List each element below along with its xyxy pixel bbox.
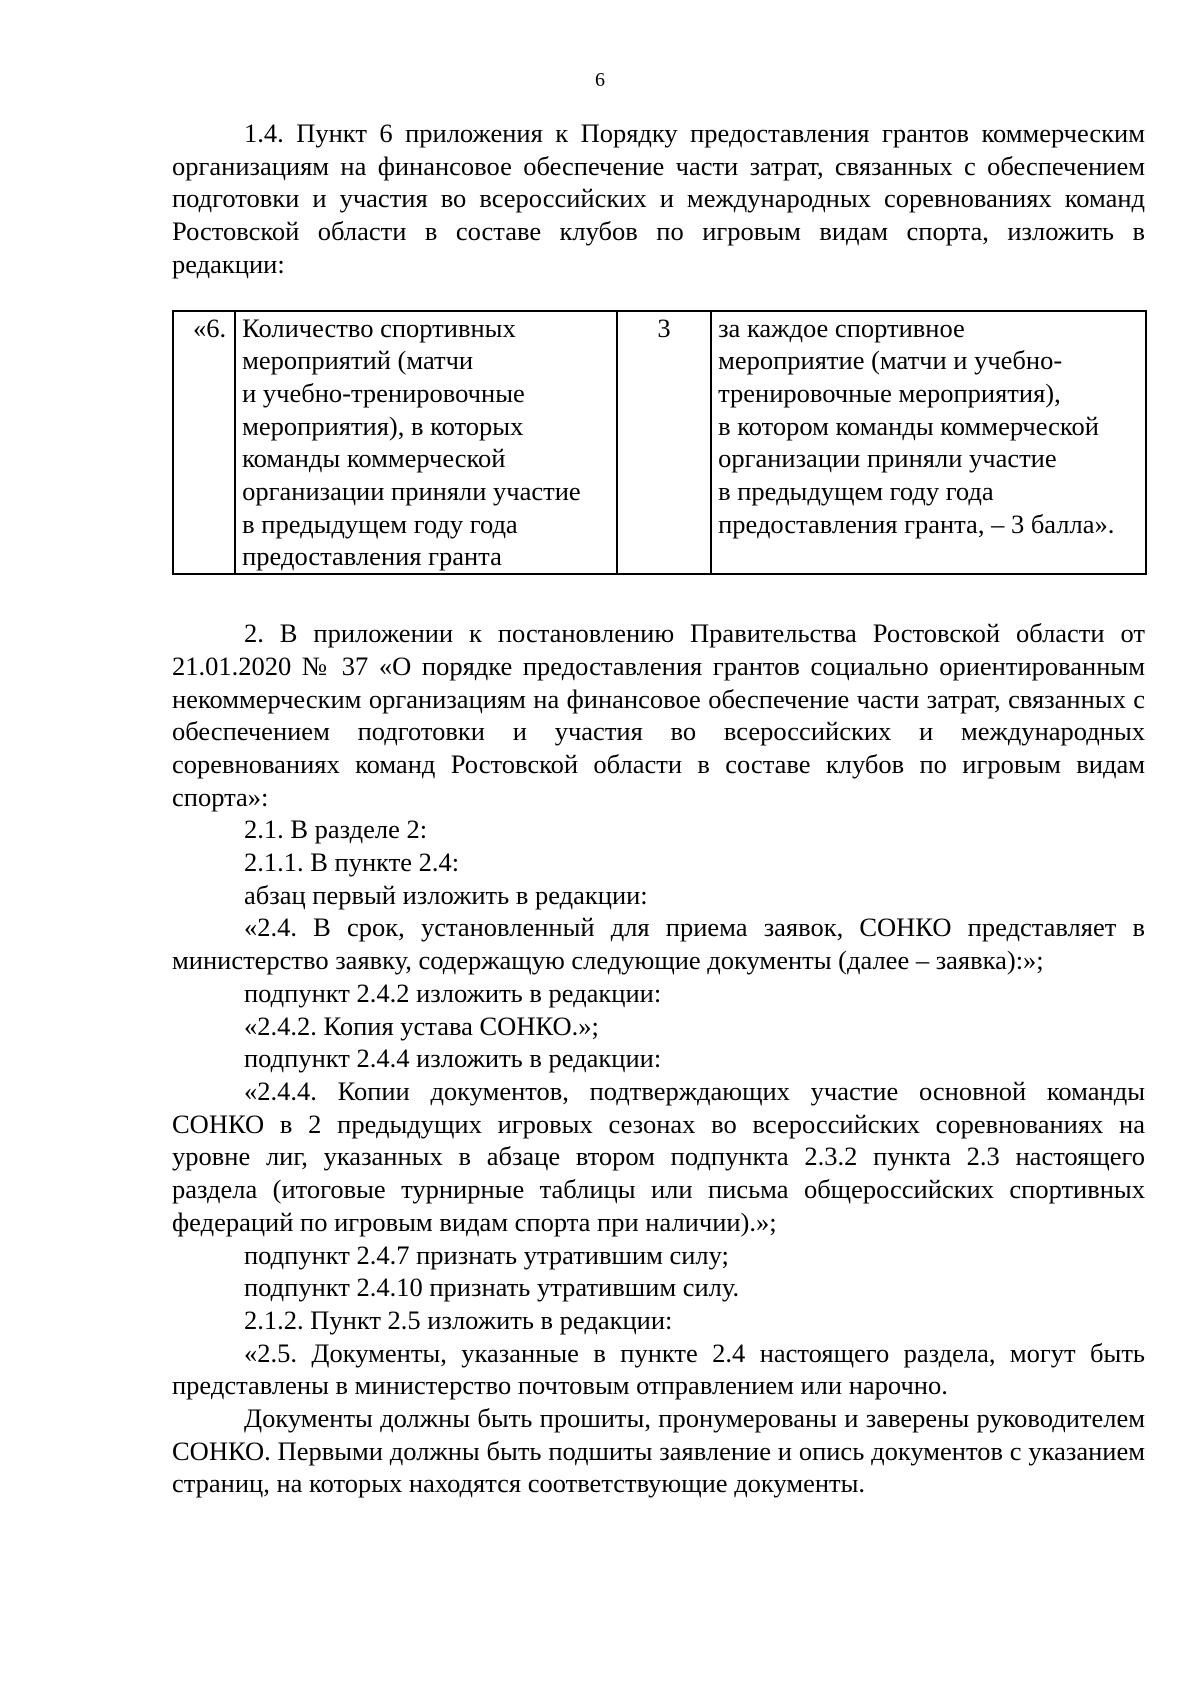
- paragraph-2-1-2: 2.1.2. Пункт 2.5 изложить в редакции:: [244, 1304, 673, 1335]
- paragraph-2-4-quote: «2.4. В срок, установленный для приема заявок, СОНКО представляет в министерство заявку, содержащую следующие документы (далее – заявка):»;: [172, 912, 1145, 976]
- criterion-name-line: команды коммерческой: [242, 443, 506, 474]
- criterion-score-cell: 3: [617, 311, 711, 575]
- criterion-name-line: Количество спортивных: [242, 312, 516, 343]
- criterion-description-cell: [711, 311, 1146, 575]
- criterion-description-line: за каждое спортивное: [718, 312, 965, 343]
- criterion-description-line: организации приняли участие: [718, 443, 1057, 474]
- paragraph-subpoint-2-4-2: подпункт 2.4.2 изложить в редакции:: [244, 977, 662, 1008]
- spacer: [172, 281, 1145, 310]
- criteria-table: [172, 310, 1147, 576]
- paragraph-1-4: 1.4. Пункт 6 приложения к Порядку предоставления грантов коммерческим организациям на финансовое обеспечение части затрат, связанных с обеспечением подготовки и участия во всероссийских и международных соревнованиях команд Ростовской области в составе клубов по игровым видам спорта, изложить в редакции:: [172, 118, 1145, 279]
- criterion-name-line: организации приняли участие: [242, 476, 581, 507]
- criterion-number-cell: «6.: [173, 311, 235, 575]
- paragraph-2: 2. В приложении к постановлению Правительства Ростовской области от 21.01.2020 № 37 «О порядке предоставления грантов социально ориентированным некоммерческим организациям на финансовое обеспечение части затрат, связанных с обеспечением подготовки и участия во всероссийских и международных соревнованиях команд Ростовской области в составе клубов по игровым видам спорта»:: [172, 618, 1145, 812]
- paragraph-2-4-2-quote: «2.4.2. Копия устава СОНКО.»;: [244, 1010, 599, 1041]
- spacer: [172, 575, 1145, 617]
- paragraph-first-abzac: абзац первый изложить в редакции:: [244, 879, 648, 910]
- paragraph-2-4-4-quote: «2.4.4. Копии документов, подтверждающих участие основной команды СОНКО в 2 предыдущих игровых сезонах во всероссийских соревнованиях на уровне лиг, указанных в абзаце втором подпункта 2.3.2 пункта 2.3 настоящего раздела (итоговые турнирные таблицы или письма общероссийских спортивных федераций по игровым видам спорта при наличии).»;: [172, 1075, 1145, 1237]
- paragraph-2-1: 2.1. В разделе 2:: [244, 814, 428, 845]
- criterion-name-line: мероприятия), в которых: [242, 410, 524, 441]
- criterion-description-line: предоставления гранта, – 3 балла».: [718, 508, 1115, 539]
- criterion-name-line: предоставления гранта: [242, 541, 502, 572]
- criterion-name-line: мероприятий (матчи: [242, 345, 474, 376]
- table-row: [173, 311, 1146, 575]
- paragraph-subpoint-2-4-4: подпункт 2.4.4 изложить в редакции:: [244, 1043, 662, 1074]
- criterion-description-line: мероприятие (матчи и учебно-: [718, 345, 1063, 376]
- criterion-name-line: и учебно-тренировочные: [242, 377, 525, 408]
- criterion-description-line: тренировочные мероприятия),: [718, 377, 1061, 408]
- paragraph-2-5-quote: «2.5. Документы, указанные в пункте 2.4 настоящего раздела, могут быть представлены в министерство почтовым отправлением или нарочно.: [172, 1337, 1145, 1401]
- criterion-name-cell: [235, 311, 617, 575]
- criterion-description-line: в предыдущем году года: [718, 476, 994, 507]
- paragraph-documents: Документы должны быть прошиты, пронумерованы и заверены руководителем СОНКО. Первыми должны быть подшиты заявление и опись документов с указанием страниц, на которых находятся соответствующие документы.: [172, 1403, 1145, 1499]
- paragraph-2-1-1: 2.1.1. В пункте 2.4:: [244, 847, 460, 878]
- paragraph-subpoint-2-4-10: подпункт 2.4.10 признать утратившим силу.: [244, 1272, 740, 1303]
- document-body: [172, 117, 1145, 1500]
- criterion-name-line: в предыдущем году года: [242, 508, 518, 539]
- criterion-description-line: в котором команды коммерческой: [718, 410, 1099, 441]
- page-number: 6: [595, 69, 605, 91]
- paragraph-subpoint-2-4-7: подпункт 2.4.7 признать утратившим силу;: [244, 1239, 729, 1270]
